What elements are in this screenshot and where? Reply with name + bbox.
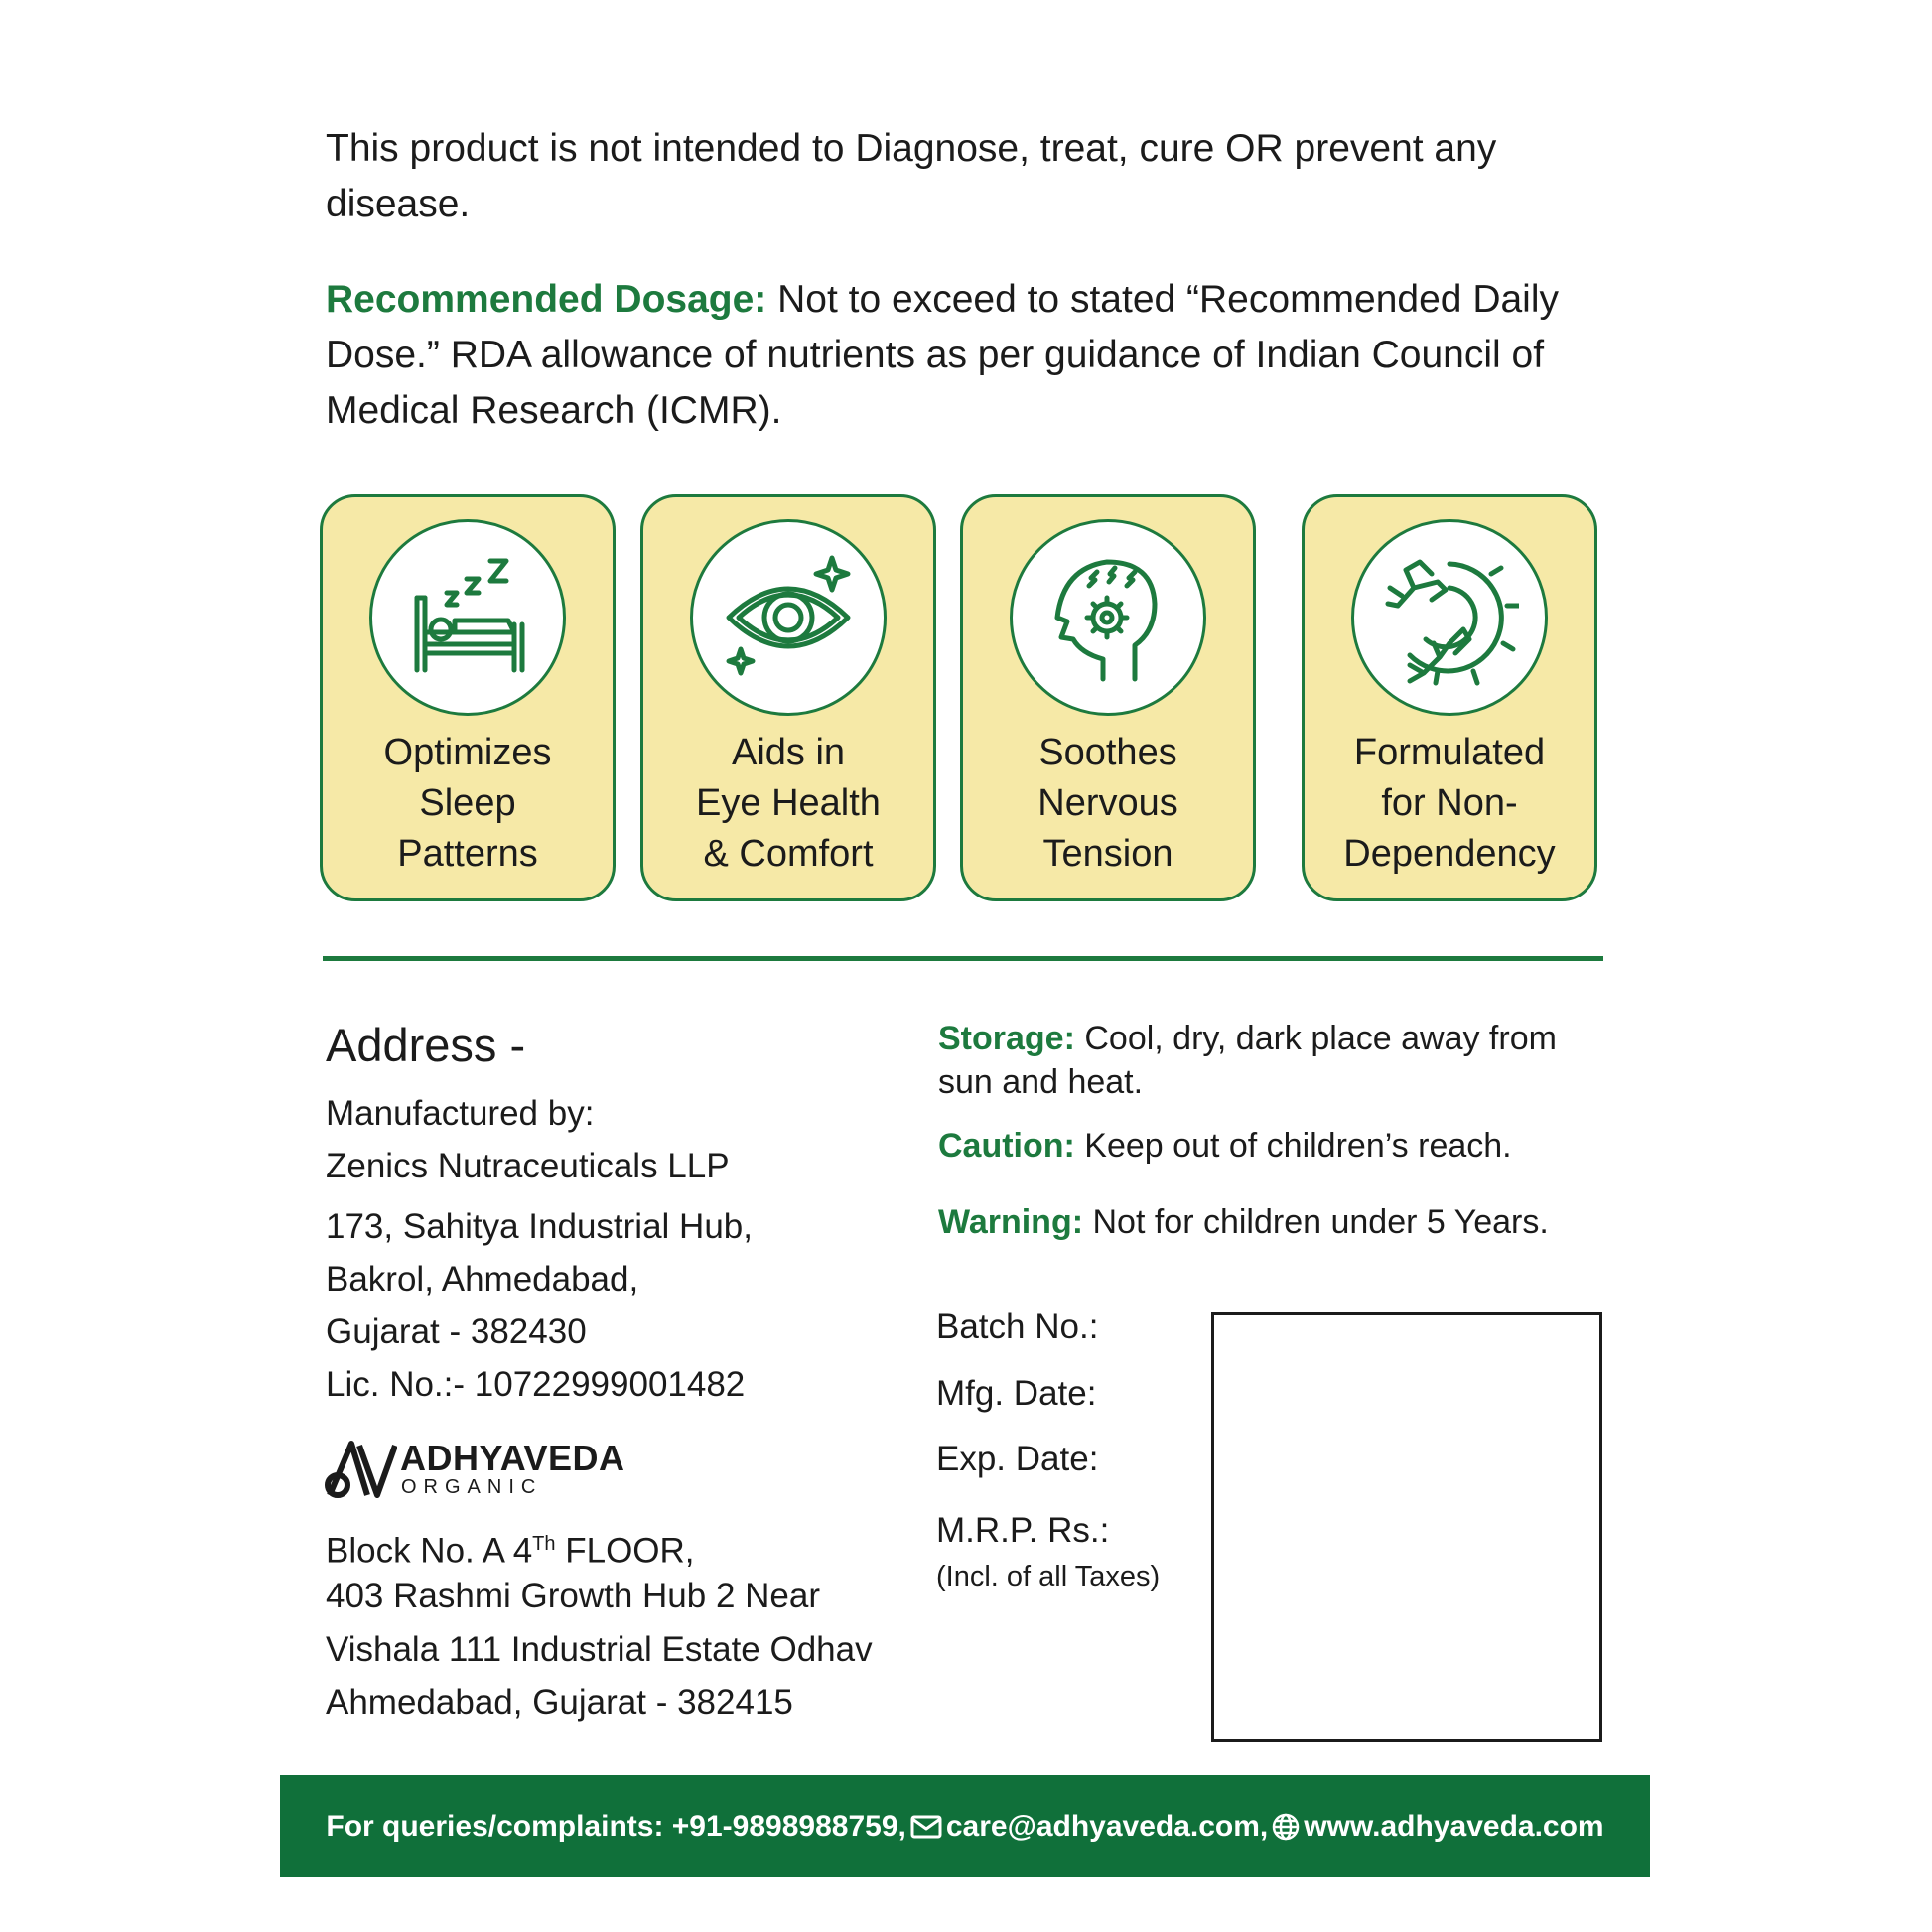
benefit-card-sleep bbox=[320, 494, 616, 901]
mfg-date-label: Mfg. Date: bbox=[936, 1374, 1097, 1413]
brand-mark-icon bbox=[322, 1436, 397, 1501]
queries-text: For queries/complaints: +91-9898988759, bbox=[326, 1809, 906, 1843]
license-number: Lic. No.:- 10722999001482 bbox=[326, 1365, 746, 1404]
address-line: Vishala 111 Industrial Estate Odhav bbox=[326, 1630, 873, 1669]
address-line: 403 Rashmi Growth Hub 2 Near bbox=[326, 1577, 820, 1615]
eye-sparkle-icon bbox=[721, 550, 856, 685]
sleeping-bed-icon bbox=[403, 553, 532, 682]
brand-name: ADHYAVEDA bbox=[400, 1438, 625, 1478]
benefit-label: Optimizes Sleep Patterns bbox=[383, 732, 552, 875]
mrp-label: M.R.P. Rs.: bbox=[936, 1511, 1110, 1550]
website-link[interactable]: www.adhyaveda.com bbox=[1304, 1809, 1604, 1843]
benefit-icon-circle bbox=[690, 519, 887, 716]
caution-note: Caution: Keep out of children’s reach. bbox=[938, 1127, 1512, 1165]
benefit-card-eye bbox=[640, 494, 936, 901]
benefit-icon-circle bbox=[1010, 519, 1206, 716]
head-gear-icon bbox=[1043, 548, 1173, 687]
dosage-text: Not to exceed to stated “Recommended Daily Dose.” RDA allowance of nutrients as per guidance of Indian Council of Medical Research (ICMR). bbox=[326, 278, 1560, 432]
email-link[interactable]: care@adhyaveda.com, bbox=[945, 1809, 1269, 1843]
address-line: Ahmedabad, Gujarat - 382415 bbox=[326, 1683, 793, 1722]
dosage-paragraph bbox=[326, 272, 1616, 439]
address-line: 173, Sahitya Industrial Hub, bbox=[326, 1207, 753, 1246]
brand-logo bbox=[322, 1436, 659, 1507]
mail-icon bbox=[910, 1815, 942, 1839]
dosage-label: Recommended Dosage: bbox=[326, 278, 767, 321]
exp-date-label: Exp. Date: bbox=[936, 1440, 1099, 1478]
benefit-card-nerves bbox=[960, 494, 1256, 901]
benefit-icon-circle bbox=[369, 519, 566, 716]
company-name: Zenics Nutraceuticals LLP bbox=[326, 1147, 730, 1185]
storage-note: Storage: Cool, dry, dark place away from sun and heat. bbox=[938, 1020, 1557, 1101]
benefit-icon-circle bbox=[1351, 519, 1548, 716]
batch-no-label: Batch No.: bbox=[936, 1308, 1099, 1346]
warning-label: Warning: bbox=[938, 1203, 1084, 1241]
address-heading: Address - bbox=[326, 1019, 526, 1071]
disclaimer-text: This product is not intended to Diagnose, treat, cure OR prevent any disease. bbox=[326, 127, 1497, 225]
benefit-label: Soothes Nervous Tension bbox=[1037, 732, 1178, 875]
hands-gear-icon bbox=[1380, 548, 1519, 687]
warning-note: Warning: Not for children under 5 Years. bbox=[938, 1203, 1549, 1241]
batch-info-box bbox=[1211, 1312, 1602, 1742]
address-line: Block No. A 4Th FLOOR, bbox=[326, 1531, 695, 1571]
storage-label: Storage: bbox=[938, 1020, 1075, 1057]
address-line: Bakrol, Ahmedabad, bbox=[326, 1260, 639, 1299]
brand-subtitle: ORGANIC bbox=[401, 1476, 543, 1498]
section-divider bbox=[323, 956, 1603, 961]
benefit-label: Aids in Eye Health & Comfort bbox=[696, 732, 881, 875]
manufactured-by-label: Manufactured by: bbox=[326, 1094, 595, 1133]
caution-label: Caution: bbox=[938, 1127, 1075, 1165]
globe-icon bbox=[1272, 1813, 1300, 1841]
mrp-tax-note: (Incl. of all Taxes) bbox=[936, 1561, 1161, 1592]
benefit-label: Formulated for Non- Dependency bbox=[1343, 732, 1556, 875]
address-line: Gujarat - 382430 bbox=[326, 1312, 587, 1351]
benefit-card-dependency bbox=[1302, 494, 1597, 901]
contact-footer bbox=[280, 1775, 1650, 1877]
